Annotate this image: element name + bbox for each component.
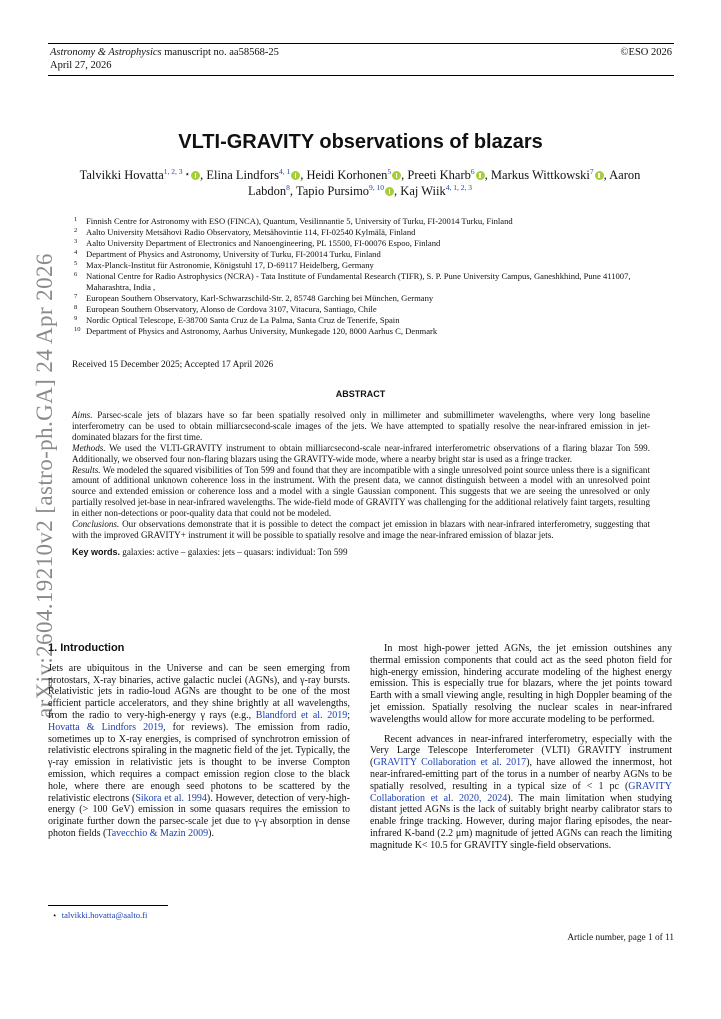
header-left (50, 47, 279, 72)
abstract-results (72, 465, 650, 520)
affiliation-item (72, 315, 662, 326)
affiliation-text: National Centre for Radio Astrophysics (NCRA) - Tata Institute of Fundamental Research (TIFR), S. P. Pune University Campus, Ganeshkhind, Pune 411007, Maharashtra, India , (86, 271, 631, 292)
conclusions-label: Conclusions. (72, 519, 120, 530)
copyright: ©ESO 2026 (620, 47, 672, 58)
conclusions-text: Our observations demonstrate that it is possible to detect the compact jet emission in blazars with near-infrared interferometry, suggesting that with the improved GRAVITY+ instrument it will be possible to spatially resolve and image the near-infrared emission of blazar jets. (72, 519, 650, 540)
arxiv-identifier: arXiv:2604.19210v2 [astro-ph.GA] 24 Apr 2026 (32, 253, 57, 718)
running-header (48, 43, 674, 76)
author-affil-ref[interactable]: 8 (286, 183, 290, 192)
author-list: Talvikki Hovatta$^{1, 2, 3}$ ⋆ , Elina Lindfors$^{4, 1}$ , Heidi Korhonen$^5$ , Preeti Kharb$^6$ , Markus Wittkowski$^7$ , Aaron Labdon$^8$, Tapio Pursimo$^{9, 10}$ , Kaj Wiik$^{4, 1, 2, 3}$ (79, 167, 641, 198)
author-affil-ref[interactable]: 6 (470, 167, 475, 176)
affiliation-item (72, 271, 662, 293)
footnote-marker: ⋆ (52, 910, 58, 920)
intro-text: Jets are ubiquitous in the Universe and can be seen emerging from protostars, X-ray binaries, active galactic nuclei (AGNs), and γ-ray bursts. Relativistic jets in radio-loud AGNs are thought to be one of the most efficient particle accelerators, and they shine brightly at all wavelengths, from the radio to very-high-energy γ rays (e.g., (48, 662, 350, 721)
keywords (72, 547, 650, 558)
affiliation-text: European Southern Observatory, Karl-Schwarzschild-Str. 2, 85748 Garching bei München, Germany (86, 293, 434, 303)
abstract-heading: ABSTRACT (335, 389, 386, 399)
citation-link[interactable]: Blandford et al. 2019 (255, 709, 348, 721)
author-affil-ref[interactable]: 9, 10 (369, 183, 385, 192)
affiliation-text: Department of Physics and Astronomy, University of Turku, FI-20014 Turku, Finland (86, 249, 381, 259)
intro-paragraph-3 (370, 734, 672, 852)
methods-label: Methods. (72, 442, 106, 453)
author-name: Aaron Labdon (247, 168, 641, 198)
column-right (370, 643, 672, 852)
affiliation-item (72, 304, 662, 315)
author-affil-ref[interactable]: 7 (589, 167, 594, 176)
author-name: Kaj Wiik (400, 184, 446, 198)
affiliation-number: 10 (74, 326, 81, 333)
affiliation-number: 1 (74, 216, 78, 223)
intro-text: Recent advances in near-infrared interferometry, especially with the Very Large Telescope Interferometer (VLTI) GRAVITY instrument ( (370, 733, 672, 769)
abstract-body (72, 410, 650, 558)
affiliation-number: 4 (74, 249, 78, 256)
affiliation-list (72, 216, 662, 337)
affiliation-text: Aalto University Metsähovi Radio Observatory, Metsähovintie 114, FI-02540 Kylmälä, Finland (86, 227, 416, 237)
aims-label: Aims. (72, 410, 93, 420)
abstract-methods (72, 443, 650, 465)
affiliation-item (72, 227, 662, 238)
column-left (48, 643, 350, 840)
orcid-icon[interactable] (595, 171, 604, 180)
intro-text: ), have allowed the innermost, hot near-infrared-emitting part of the torus in a number of nearby AGNs to be spatially resolved, resulting in a typical size of < 1 pc ( (370, 757, 673, 792)
orcid-icon[interactable] (291, 171, 300, 180)
arxiv-stamp (15, 253, 57, 718)
author-affil-ref[interactable]: 5 (387, 167, 392, 176)
methods-text: We used the VLTI-GRAVITY instrument to obtain milliarcsecond-scale near-infrared interferometric observations of a flaring blazar Ton 599. Additionally, we observed four non-flaring blazars using the GRAVITY-wide mode, where a nearby bright star is used as a fringe tracker. (72, 442, 650, 464)
author-name: Tapio Pursimo (295, 184, 370, 198)
orcid-icon[interactable] (392, 171, 401, 180)
journal-name: Astronomy & Astrophysics (50, 47, 162, 58)
corresponding-star-icon[interactable]: ⋆ (184, 169, 191, 179)
affiliation-number: 5 (74, 260, 78, 267)
citation-link[interactable]: GRAVITY Collaboration et al. 2020, 2024 (370, 780, 672, 804)
page-number: Article number, page 1 of 11 (567, 933, 674, 943)
orcid-icon[interactable] (476, 171, 485, 180)
affiliation-item (72, 249, 662, 260)
affiliation-item (72, 293, 662, 304)
affiliation-item (72, 260, 662, 271)
intro-text: ; (347, 709, 350, 721)
citation-link[interactable]: Tavecchio & Mazin 2009 (106, 827, 209, 839)
affiliation-number: 3 (74, 238, 78, 245)
intro-text: ). (208, 827, 214, 839)
affiliation-text: Finnish Centre for Astronomy with ESO (FINCA), Quantum, Vesilinnantie 5, University of Turku, FI-20014 Turku, Finland (86, 216, 513, 226)
author-affil-ref[interactable]: 4, 1 (278, 167, 291, 176)
author-name: Markus Wittkowski (490, 168, 590, 182)
affiliation-item (72, 238, 662, 249)
citation-link[interactable]: Hovatta & Lindfors 2019 (48, 721, 164, 733)
author-affil-ref[interactable]: 1, 2, 3 (163, 167, 183, 176)
affiliation-text: Max-Planck-Institut für Astronomie, Königstuhl 17, D-69117 Heidelberg, Germany (86, 260, 374, 270)
affiliation-text: Aalto University Department of Electronics and Nanoengineering, PL 15500, FI-00076 Espoo, Finland (86, 238, 441, 248)
author-name: Talvikki Hovatta (79, 168, 164, 182)
footnote-rule (48, 905, 168, 906)
results-label: Results. (72, 464, 101, 475)
footnote (52, 910, 147, 921)
header-date: April 27, 2026 (50, 59, 112, 71)
aims-text: Parsec-scale jets of blazars have so far been spatially resolved only in millimeter and submillimeter wavelengths, where very long baseline interferometry can be used to obtain milliarcsecond-scale images of the jets. We have attempted to spatially resolve the near-infrared emission in jet-dominated blazars for the first time. (72, 410, 650, 442)
received-dates: Received 15 December 2025; Accepted 17 April 2026 (72, 360, 274, 370)
author-name: Elina Lindfors (206, 168, 279, 182)
section-heading-introduction: 1. Introduction (48, 642, 125, 654)
citation-link[interactable]: GRAVITY Collaboration et al. 2017 (373, 757, 527, 769)
intro-paragraph-2: In most high-power jetted AGNs, the jet emission outshines any thermal emission components that could act as the seed photon field for high-energy emission, hindering accurate modeling of the highest energy emission. This is especially true for blazars, where the jet points toward Earth with a small viewing angle, resulting in high Doppler beaming of the jet emission. Spatially resolving the nuclear scales in near-infrared wavelengths would allow for more accurate modeling to be performed. (370, 643, 672, 725)
affiliation-text: Nordic Optical Telescope, E-38700 Santa Cruz de La Palma, Santa Cruz de Tenerife, Spain (86, 315, 400, 325)
orcid-icon[interactable] (385, 187, 394, 196)
author-affil-ref[interactable]: 4, 1, 2, 3 (445, 183, 472, 192)
manuscript-number: manuscript no. aa58568-25 (161, 47, 279, 58)
author-name: Heidi Korhonen (306, 168, 388, 182)
abstract-conclusions (72, 519, 650, 541)
abstract-aims (72, 410, 650, 443)
intro-paragraph-1 (48, 663, 350, 840)
affiliation-number: 9 (74, 315, 78, 322)
intro-text: ). The main limitation when studying distant jetted AGNs is the lack of suitably bright nearby calibrator stars to enable fringe tracking. However, during major flaring episodes, the near-infrared K-band (2.2 μm) magnitude of jetted AGNs can reach the limiting magnitude K< 10.5 for GRAVITY single-field observations. (370, 792, 672, 851)
affiliation-text: Department of Physics and Astronomy, Aarhus University, Munkegade 120, 8000 Aarhus C, Denmark (86, 326, 438, 336)
affiliation-item (72, 216, 662, 227)
email-link[interactable]: talvikki.hovatta@aalto.fi (61, 910, 148, 920)
citation-link[interactable]: Sikora et al. 1994 (135, 792, 207, 804)
keywords-label: Key words. (72, 546, 121, 557)
affiliation-number: 8 (74, 304, 78, 311)
intro-text: ). However, detection of very-high-energy (> 100 GeV) emission in some quasars requires the emission to originate further down the parsec-scale jet due to γ-γ absorption in dense photon fields ( (48, 792, 350, 839)
intro-text: , for reviews). The emission from radio, sometimes up to X-ray energies, is comprised of synchrotron emission of relativistic electrons spiraling in the magnetic field of the jet. Typically, the γ-ray emission in relativistic jets is thought to be inverse Compton emission, which requires a compact emission region close to the black hole, where there are enough seed photons to be scattered by the relativistic electrons ( (48, 721, 351, 804)
keywords-text: galaxies: active – galaxies: jets – quasars: individual: Ton 599 (122, 546, 348, 557)
results-text: We modeled the squared visibilities of Ton 599 and found that they are incompatible with a single unresolved point source unless there is a significant amount of additional unknown coherence loss in the instrument. With the present data, we cannot distinguish between a model with an unresolved point source and extended emission or coherence loss and a model with a single Gaussian component. This suggests that we are seeing the unresolved or only partially resolved jet-base in near-infrared wavelengths. The wide-field mode of GRAVITY was challenging for the additional relatively faint targets, resulting in either non-detections or poor-quality data that could not be modeled. (72, 464, 650, 519)
affiliation-number: 2 (74, 227, 78, 234)
affiliation-text: European Southern Observatory, Alonso de Cordova 3107, Vitacura, Santiago, Chile (86, 304, 377, 314)
orcid-icon[interactable] (191, 171, 200, 180)
affiliation-item (72, 326, 662, 337)
author-name: Preeti Kharb (407, 168, 471, 182)
affiliation-number: 7 (74, 293, 78, 300)
affiliation-number: 6 (74, 271, 78, 278)
paper-title: VLTI-GRAVITY observations of blazars (178, 131, 543, 153)
